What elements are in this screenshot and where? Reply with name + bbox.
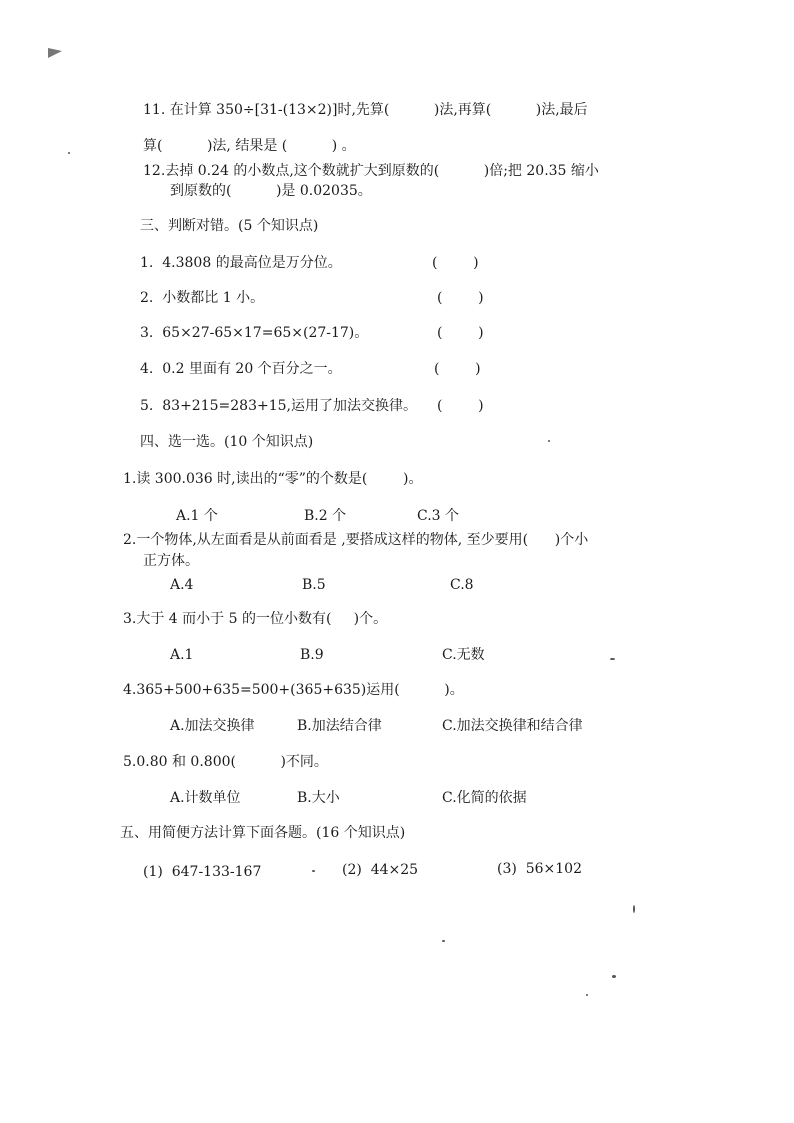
scan-speck [548,440,550,442]
judge-blank-1[interactable]: ( ) [432,255,479,271]
judge-item-1: 1. 4.3808 的最高位是万分位。 [140,255,342,271]
scan-speck [68,152,70,154]
choice-1-option-c[interactable]: C.3 个 [417,508,460,524]
choice-1-option-a[interactable]: A.1 个 [176,508,218,524]
choice-2-option-c[interactable]: C.8 [450,577,474,593]
choice-question-2-cont: 正方体。 [143,553,199,569]
choice-5-option-b[interactable]: B.大小 [297,790,340,806]
choice-1-option-b[interactable]: B.2 个 [304,508,347,524]
choice-3-option-c[interactable]: C.无数 [442,647,485,663]
choice-5-option-a[interactable]: A.计数单位 [170,790,241,806]
section-4-heading: 四、选一选。(10 个知识点) [140,434,314,450]
judge-item-5: 5. 83+215=283+15,运用了加法交换律。 [140,398,417,414]
judge-item-4: 4. 0.2 里面有 20 个百分之一。 [140,361,342,377]
calc-problem-1: (1) 647-133-167 [143,864,262,880]
choice-question-4: 4.365+500+635=500+(365+635)运用( )。 [123,682,464,698]
choice-question-5: 5.0.80 和 0.800( )不同。 [123,754,328,770]
choice-question-1: 1.读 300.036 时,读出的“零”的个数是( )。 [123,471,423,487]
choice-question-3: 3.大于 4 而小于 5 的一位小数有( )个。 [123,611,388,627]
scan-speck [442,940,445,942]
calc-problem-2: (2) 44×25 [342,862,419,878]
choice-4-option-c[interactable]: C.加法交换律和结合律 [442,718,583,734]
judge-blank-3[interactable]: ( ) [437,325,484,341]
corner-mark-icon [48,48,62,58]
question-11-line2: 算( )法, 结果是 ( ) 。 [143,138,356,154]
judge-item-2: 2. 小数都比 1 小。 [140,290,265,306]
choice-4-option-b[interactable]: B.加法结合律 [297,718,382,734]
choice-3-option-b[interactable]: B.9 [300,647,324,663]
judge-blank-5[interactable]: ( ) [437,398,484,414]
choice-3-option-a[interactable]: A.1 [170,647,194,663]
calc-problem-3: (3) 56×102 [497,861,582,877]
section-3-heading: 三、判断对错。(5 个知识点) [140,218,319,234]
question-12-line2: 到原数的( )是 0.02035。 [170,183,372,199]
choice-4-option-a[interactable]: A.加法交换律 [170,718,255,734]
judge-blank-2[interactable]: ( ) [437,290,484,306]
choice-2-option-a[interactable]: A.4 [170,577,194,593]
scan-speck [312,870,315,872]
question-11-line1: 11. 在计算 350÷[31-(13×2)]时,先算( )法,再算( )法,最后 [143,102,588,118]
scan-speck [610,658,615,660]
judge-item-3: 3. 65×27-65×17=65×(27-17)。 [140,325,369,341]
scan-speck [612,975,616,978]
section-5-heading: 五、用简便方法计算下面各题。(16 个知识点) [120,825,406,841]
scan-speck [586,994,588,996]
question-12-line1: 12.去掉 0.24 的小数点,这个数就扩大到原数的( )倍;把 20.35 缩小 [143,163,599,179]
judge-blank-4[interactable]: ( ) [434,361,481,377]
choice-2-option-b[interactable]: B.5 [302,577,326,593]
scan-speck [633,905,635,913]
choice-5-option-c[interactable]: C.化简的依据 [442,790,527,806]
choice-question-2: 2.一个物体,从左面看是从前面看是 ,要搭成这样的物体, 至少要用( )个小 [123,532,589,548]
